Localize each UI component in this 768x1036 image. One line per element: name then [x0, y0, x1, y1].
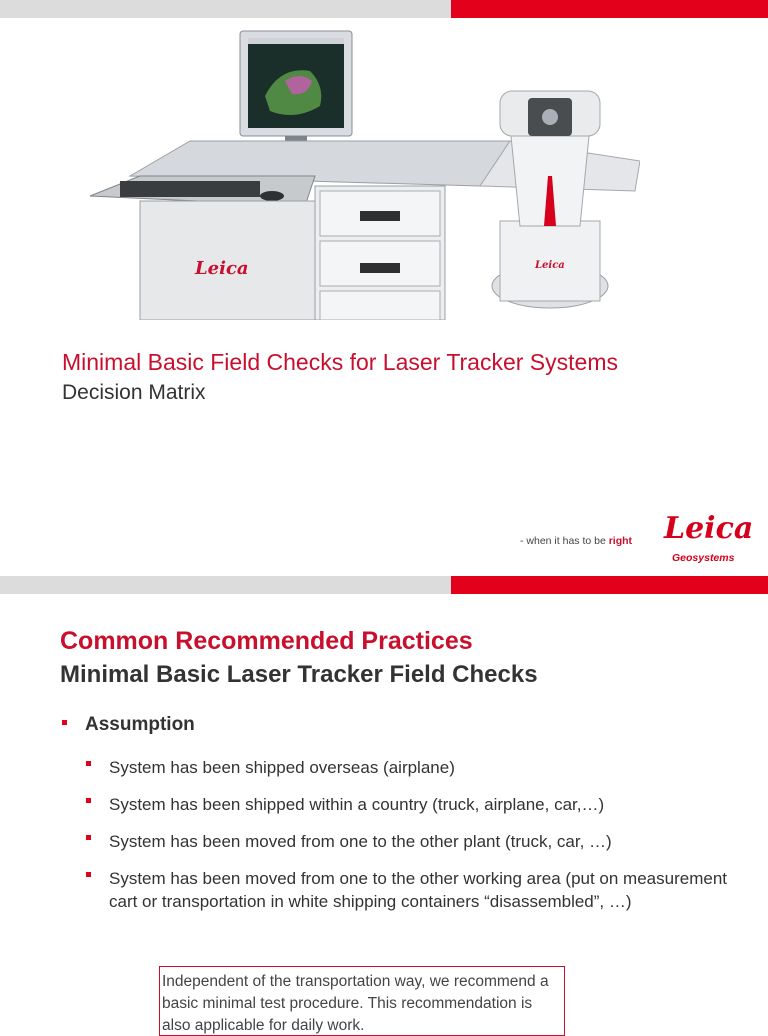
list-item [86, 756, 746, 779]
band-grey [0, 0, 451, 18]
bullet-marker [86, 872, 91, 877]
section-subheading: Minimal Basic Laser Tracker Field Checks [60, 661, 538, 688]
top-color-band [0, 0, 768, 18]
list-item-text: System has been moved from one to the other plant (truck, car, …) [109, 832, 612, 851]
band-grey [0, 576, 451, 594]
tracker-logo: Leica [535, 260, 565, 271]
bullet-marker [86, 761, 91, 766]
tagline [520, 535, 632, 547]
list-item-text: System has been shipped within a country (truck, airplane, car,…) [109, 795, 605, 814]
section-heading: Common Recommended Practices [60, 627, 473, 655]
list-item [86, 793, 746, 816]
list-item-text: System has been moved from one to the other working area (put on measurement cart or transportation in white shipping containers “disassembled”, …) [109, 869, 727, 911]
list-item [86, 867, 746, 913]
slide-subtitle: Decision Matrix [62, 381, 206, 404]
bullet-marker [62, 720, 67, 725]
cart-logo: Leica [195, 258, 249, 279]
tagline-emphasis: right [608, 535, 633, 547]
slide-divider-band [0, 576, 768, 594]
logo-text: Leica [664, 511, 754, 546]
slide-title: Minimal Basic Field Checks for Laser Tracker Systems [62, 349, 618, 375]
band-red [451, 0, 768, 18]
recommendation-note: Independent of the transportation way, we recommend a basic minimal test procedure. This recommendation is also applicable for daily work. [159, 966, 565, 1036]
bullet-marker [86, 798, 91, 803]
band-red [451, 576, 768, 594]
bullet-label: Assumption [85, 714, 195, 735]
list-item-text: System has been shipped overseas (airplane) [109, 758, 455, 777]
logo-subtext: Geosystems [672, 552, 735, 564]
laser-tracker-cart-photo [80, 26, 640, 320]
assumption-list [86, 756, 746, 927]
bullet-marker [86, 835, 91, 840]
list-item [86, 830, 746, 853]
leica-logo [664, 511, 754, 565]
tagline-prefix: - when it has to be [520, 535, 609, 547]
